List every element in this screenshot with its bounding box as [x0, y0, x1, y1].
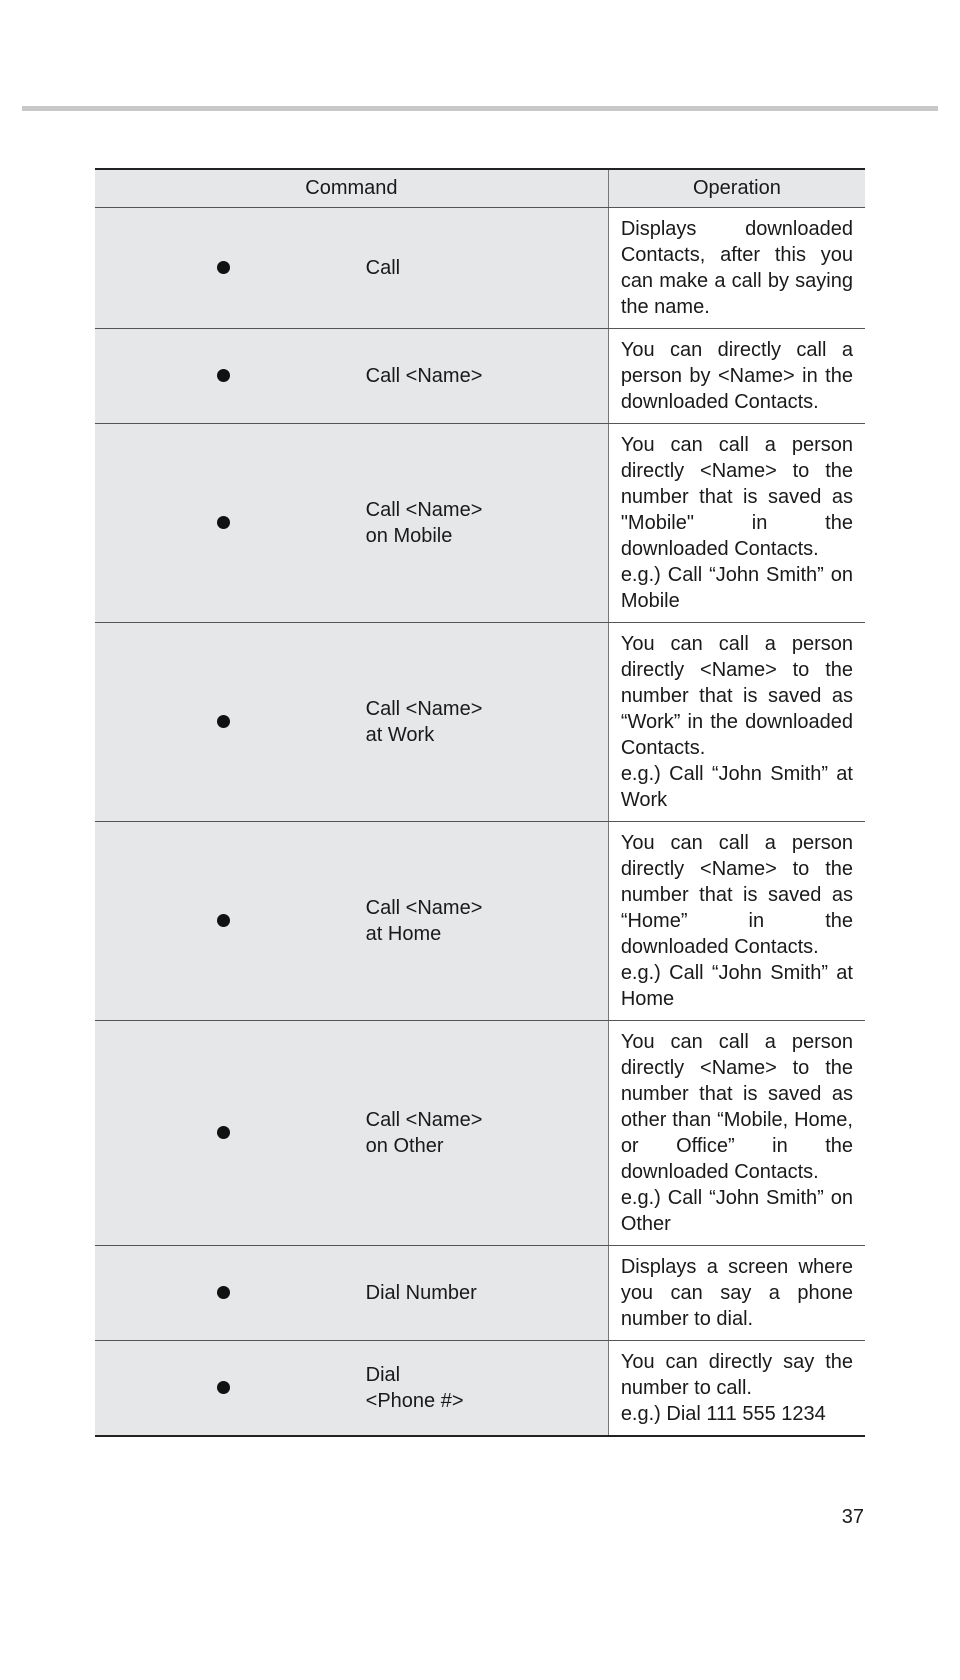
command-name: Call <Name>	[365, 365, 483, 387]
operation-cell	[608, 1341, 865, 1437]
operation-cell	[608, 822, 865, 1021]
operation-cell	[608, 329, 865, 424]
command-name-suffix: at Home	[365, 923, 442, 945]
command-cell	[352, 623, 609, 822]
bullet-cell	[95, 424, 352, 623]
operation-description: Displays downloaded Contacts, after this you can make a call by saying the name.	[620, 218, 853, 318]
operation-example: e.g.) Call “John Smith” at Work	[620, 763, 853, 811]
command-name-suffix: on Other	[365, 1135, 444, 1157]
operation-description: You can call a person directly <Name> to the number that is saved as "Mobile" in the downloaded Contacts.	[620, 434, 853, 560]
header-operation: Operation	[608, 169, 865, 208]
operation-example: e.g.) Call “John Smith” on Other	[620, 1187, 853, 1235]
command-name-suffix: at Work	[365, 724, 435, 746]
table-row	[95, 623, 865, 822]
command-cell	[352, 1021, 609, 1246]
bullet-icon	[217, 715, 230, 728]
operation-cell	[608, 424, 865, 623]
command-cell	[352, 1246, 609, 1341]
operation-cell	[608, 208, 865, 329]
voice-command-table	[95, 168, 865, 1437]
table-row	[95, 424, 865, 623]
operation-description: You can directly call a person by <Name> in the downloaded Contacts.	[620, 339, 853, 413]
table-header-row	[95, 169, 865, 208]
operation-example: e.g.) Call “John Smith” at Home	[620, 962, 853, 1010]
table-row	[95, 329, 865, 424]
bullet-icon	[217, 1126, 230, 1139]
bullet-cell	[95, 1341, 352, 1437]
command-name: Call	[365, 257, 401, 279]
command-name: Dial	[365, 1364, 401, 1386]
bullet-cell	[95, 329, 352, 424]
operation-description: You can call a person directly <Name> to the number that is saved as other than “Mobile, Home, or Office” in the downloaded Contacts.	[620, 1031, 853, 1183]
command-cell	[352, 822, 609, 1021]
command-name: Call <Name>	[365, 499, 483, 521]
table-row	[95, 1021, 865, 1246]
command-cell	[352, 329, 609, 424]
operation-cell	[608, 623, 865, 822]
bullet-icon	[217, 369, 230, 382]
command-cell	[352, 424, 609, 623]
command-name: Call <Name>	[365, 1109, 483, 1131]
command-name: Call <Name>	[365, 897, 483, 919]
operation-description: You can call a person directly <Name> to the number that is saved as “Work” in the downloaded Contacts.	[620, 633, 853, 759]
bullet-icon	[217, 914, 230, 927]
bullet-cell	[95, 822, 352, 1021]
command-name: Dial Number	[365, 1282, 477, 1304]
table-row	[95, 822, 865, 1021]
table-row	[95, 1246, 865, 1341]
command-name-suffix: on Mobile	[365, 525, 453, 547]
command-cell	[352, 208, 609, 329]
table-row	[95, 208, 865, 329]
bullet-cell	[95, 208, 352, 329]
operation-cell	[608, 1021, 865, 1246]
bullet-icon	[217, 1286, 230, 1299]
operation-example: e.g.) Dial 111 555 1234	[620, 1403, 826, 1425]
table-row	[95, 1341, 865, 1437]
operation-description: You can directly say the number to call.	[620, 1351, 853, 1399]
command-name: Call <Name>	[365, 698, 483, 720]
operation-example: e.g.) Call “John Smith” on Mobile	[620, 564, 853, 612]
bullet-icon	[217, 261, 230, 274]
command-name-suffix: <Phone #>	[365, 1390, 464, 1412]
bullet-icon	[217, 516, 230, 529]
bullet-icon	[217, 1381, 230, 1394]
operation-description: Displays a screen where you can say a phone number to dial.	[620, 1256, 853, 1330]
bullet-cell	[95, 1021, 352, 1246]
bullet-cell	[95, 1246, 352, 1341]
operation-description: You can call a person directly <Name> to the number that is saved as “Home” in the downloaded Contacts.	[620, 832, 853, 958]
header-command: Command	[95, 169, 608, 208]
operation-cell	[608, 1246, 865, 1341]
bullet-cell	[95, 623, 352, 822]
page-number: 37	[841, 1506, 864, 1528]
command-cell	[352, 1341, 609, 1437]
top-divider	[22, 106, 938, 111]
